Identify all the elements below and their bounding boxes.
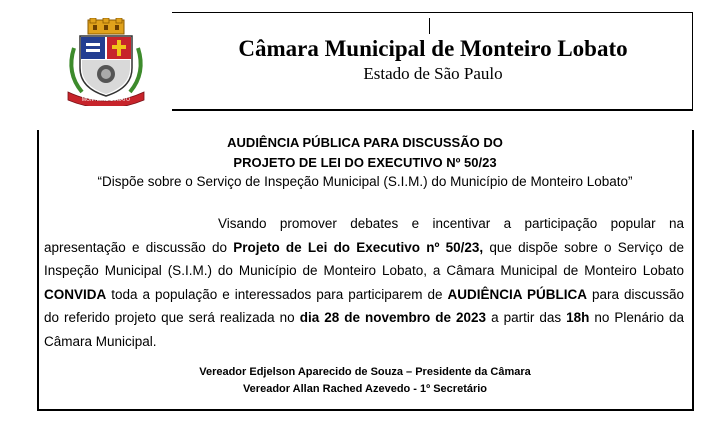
text-cursor xyxy=(429,18,430,34)
body-text-3: toda a população e interessados para participarem de xyxy=(106,286,448,302)
notice-body-paragraph xyxy=(44,212,684,353)
crown-icon xyxy=(88,18,124,34)
header-border-right xyxy=(692,12,693,110)
signature-secretary: Vereador Allan Rached Azevedo - 1º Secretário xyxy=(242,383,488,395)
hearing-date: dia 28 de novembro de 2023 xyxy=(299,310,487,325)
page-subtitle: Estado de São Paulo xyxy=(363,64,503,83)
hearing-label: AUDIÊNCIA PÚBLICA xyxy=(447,286,587,302)
bill-description-quote: “Dispõe sobre o Serviço de Inspeção Municipal (S.I.M.) do Município de Monteiro Lobato” xyxy=(97,174,633,189)
municipal-coat-of-arms-icon xyxy=(60,18,152,106)
hearing-time: 18h xyxy=(566,310,590,325)
invite-word: CONVIDA xyxy=(44,286,107,302)
body-text-5: a partir das xyxy=(486,310,567,325)
body-text-1: Visando promover debates e incentivar a participação popular na apresentação e discussão do xyxy=(44,216,684,255)
bill-reference: Projeto de Lei do Executivo nº 50/23, xyxy=(233,239,484,255)
notice-heading-line-2: PROJETO DE LEI DO EXECUTIVO Nº 50/23 xyxy=(233,155,497,170)
page-title: Câmara Municipal de Monteiro Lobato xyxy=(238,36,628,61)
header-divider xyxy=(172,109,693,111)
body-text-6: no Plenário da Câmara Municipal. xyxy=(44,310,684,349)
notice-heading-line-1: AUDIÊNCIA PÚBLICA PARA DISCUSSÃO DO xyxy=(227,135,503,150)
header-border-top xyxy=(172,12,693,13)
body-text-2: que dispõe sobre o Serviço de Inspeção Municipal (S.I.M.) do Município de Monteiro Lobato, a Câmara Municipal de Monteiro Lobato xyxy=(44,239,684,278)
signature-president: Vereador Edjelson Aparecido de Souza – Presidente da Câmara xyxy=(199,366,531,378)
svg-text:MONTEIRO LOBATO: MONTEIRO LOBATO xyxy=(81,97,131,103)
body-text-4: para discussão do referido projeto que será realizada no xyxy=(44,286,685,325)
